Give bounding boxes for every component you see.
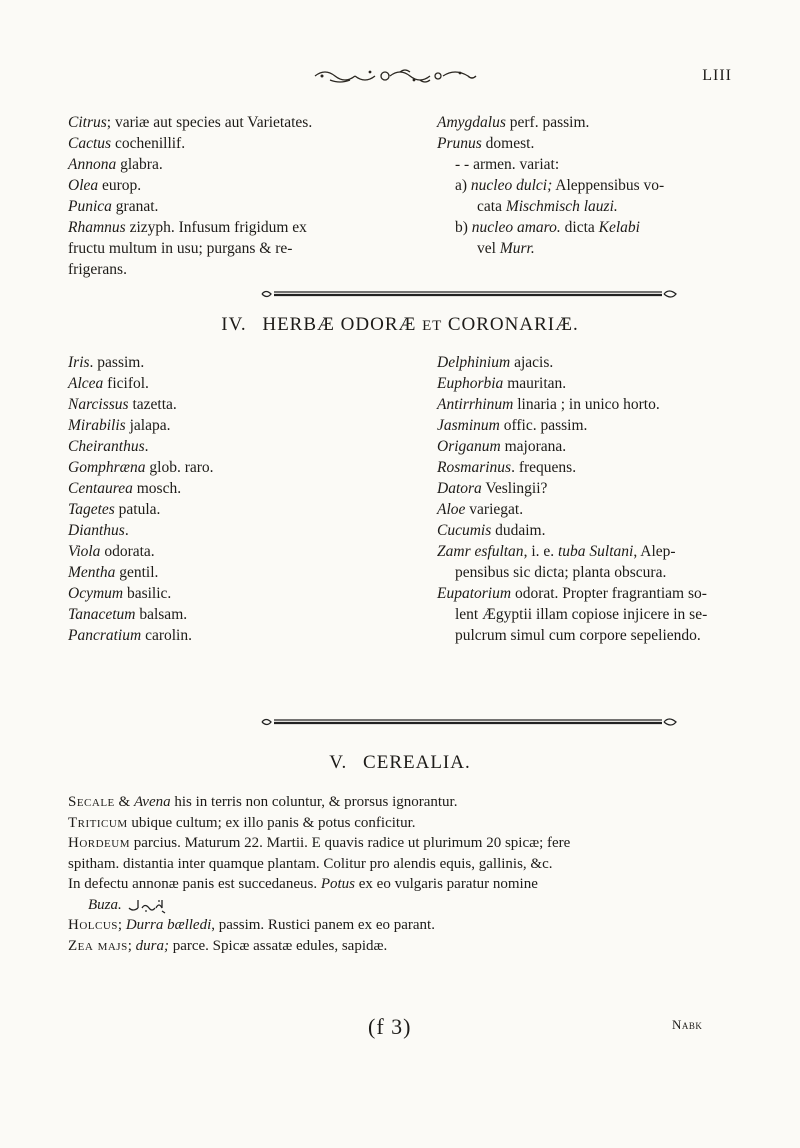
entry-punica: [68, 196, 408, 217]
entry-text: Aleppensibus vo-: [552, 177, 665, 194]
genus-name: Euphorbia: [437, 375, 504, 392]
entry-text: ajacis.: [510, 354, 554, 371]
section-divider: [260, 716, 680, 728]
entry-text: perf. passim.: [505, 114, 590, 131]
variant-name: nucleo amaro.: [471, 219, 561, 236]
cereal-entry-secale: [68, 792, 738, 813]
section-divider: [260, 288, 680, 300]
entry-text: domest.: [481, 135, 535, 152]
plant-entry: [437, 457, 757, 478]
entry-prunus: [437, 133, 747, 154]
herbae-right-column: [437, 352, 757, 646]
plant-entry: [437, 436, 757, 457]
plant-entry: [437, 352, 757, 373]
entry-continuation: [437, 238, 747, 259]
genus-name: Eupatorium: [437, 585, 512, 602]
entry-text: &: [114, 794, 134, 810]
page-number: LIII: [702, 67, 732, 84]
genus-name: Antirrhinum: [437, 396, 514, 413]
entry-text: .: [144, 438, 149, 455]
entry-continuation: [437, 604, 757, 625]
plant-entry: [68, 625, 368, 646]
plant-entry: [437, 394, 757, 415]
genus-name: Cactus: [68, 135, 112, 152]
entry-text: cata: [477, 198, 506, 215]
plant-entry: [68, 352, 368, 373]
cereal-entry-holcus: [68, 915, 738, 936]
genus-name: Rhamnus: [68, 219, 126, 236]
entry-text: b): [455, 219, 472, 236]
variant-name: nucleo dulci;: [470, 177, 553, 194]
entry-text: frigerans.: [68, 261, 127, 278]
genus-name: Alcea: [68, 375, 104, 392]
entry-text: spitham. distantia inter quamque plantam. Colitur pro alendis equis, gallinis, &c.: [68, 855, 553, 872]
genus-name: Origanum: [437, 438, 501, 455]
entry-text: ;: [117, 917, 126, 933]
entry-text: mosch.: [132, 480, 182, 497]
entry-text: jalapa.: [125, 417, 171, 434]
entry-text: majorana.: [500, 438, 567, 455]
section-title: CEREALIA.: [363, 752, 471, 773]
herbae-left-column: [68, 352, 368, 646]
plant-entry: [68, 394, 368, 415]
entry-continuation: [68, 259, 408, 280]
genus-name: Cheiranthus: [68, 438, 145, 455]
entry-annona: [68, 154, 408, 175]
vernacular-name: Mischmisch lauzi.: [505, 198, 618, 215]
entry-rhamnus: [68, 217, 408, 238]
entry-text: ficifol.: [103, 375, 149, 392]
entry-text: . passim.: [89, 354, 145, 371]
vernacular-name: Kelabi: [598, 219, 640, 236]
entry-text: his in terris non coluntur, & prorsus ignorantur.: [170, 794, 458, 810]
entry-continuation: [68, 854, 738, 875]
plant-entry: [437, 520, 757, 541]
plant-entry: [68, 373, 368, 394]
entry-text: basilic.: [123, 585, 172, 602]
genus-name: Jasminum: [437, 417, 500, 434]
section-number: V.: [329, 752, 348, 773]
genus-name: Cucumis: [437, 522, 492, 539]
genus-name: Mirabilis: [68, 417, 126, 434]
entry-text: a): [455, 177, 471, 194]
header-ornament: [310, 66, 480, 86]
vernacular-name: tuba Sultani: [558, 543, 634, 560]
entry-text: granat.: [111, 198, 159, 215]
entry-text: ex eo vulgaris paratur nomine: [355, 876, 538, 892]
plant-entry: [68, 436, 368, 457]
entry-text: Veslingii?: [481, 480, 548, 497]
buza-word: Buza.: [88, 896, 122, 913]
plant-entry: [437, 499, 757, 520]
section-heading-v: [0, 752, 800, 774]
entry-continuation: [437, 625, 757, 646]
genus-name: Zamr esfultan: [437, 543, 524, 560]
genus-name: Punica: [68, 198, 112, 215]
entry-text: glabra.: [116, 156, 163, 173]
entry-text: gentil.: [115, 564, 159, 581]
entry-continuation: [437, 196, 747, 217]
entry-text: europ.: [98, 177, 142, 194]
plant-entry: [437, 478, 757, 499]
section-title-conjunction: ET: [422, 318, 443, 334]
genus-name: Annona: [68, 156, 117, 173]
entry-continuation: [68, 874, 738, 895]
cereal-entry-triticum: [68, 813, 738, 834]
entry-text: fructu multum in usu; purgans & re-: [68, 240, 293, 257]
vernacular-name: Durra bælledi: [125, 917, 212, 933]
entry-text: balsam.: [135, 606, 188, 623]
entry-text: odorat. Propter fragrantiam so-: [511, 585, 707, 602]
catchword: Nabk: [672, 1017, 703, 1032]
cereal-name-italic: Avena: [133, 794, 171, 810]
genus-name: Centaurea: [68, 480, 133, 497]
genus-name: Ocymum: [68, 585, 124, 602]
entry-text: odorata.: [100, 543, 155, 560]
entry-text: , passim. Rustici panem ex eo parant.: [211, 917, 435, 933]
entry-text: cochenillif.: [111, 135, 186, 152]
plant-entry: [68, 499, 368, 520]
entry-text: lent Ægyptii illam copiose injicere in se-: [455, 606, 708, 623]
section-title: HERBÆ ODORÆ: [262, 314, 417, 335]
cereal-name: Secale: [68, 794, 115, 810]
entry-text: carolin.: [141, 627, 192, 644]
cereal-name: Zea majs: [68, 937, 128, 954]
entry-text: dicta: [560, 219, 599, 236]
entry-text: , i. e.: [523, 543, 558, 560]
entry-text: pulcrum simul cum corpore sepeliendo.: [455, 627, 701, 644]
entry-text: mauritan.: [503, 375, 567, 392]
entry-text: patula.: [114, 501, 161, 518]
genus-name: Narcissus: [68, 396, 129, 413]
buza-line: [68, 895, 738, 916]
top-left-column: [68, 112, 408, 280]
vernacular-name: Murr.: [499, 240, 535, 257]
entry-text: zizyph. Infusum frigidum ex: [125, 219, 307, 236]
plant-entry: [68, 415, 368, 436]
genus-name: Prunus: [437, 135, 482, 152]
top-right-column: [437, 112, 747, 259]
entry-text: . frequens.: [511, 459, 577, 476]
signature-mark: (f 3): [368, 1014, 412, 1039]
cereal-name: Holcus: [68, 917, 118, 933]
genus-name: Pancratium: [68, 627, 142, 644]
entry-text: In defectu annonæ panis est succedaneus.: [68, 876, 321, 892]
cereal-entry-hordeum: [68, 833, 738, 854]
arabic-script-icon: [126, 896, 170, 914]
plant-entry: [437, 583, 757, 604]
entry-text: ; variæ aut species aut Varietates.: [106, 114, 313, 131]
plant-entry: [68, 583, 368, 604]
entry-text: parcius. Maturum 22. Martii. E quavis radice ut plurimum 20 spicæ; fere: [130, 835, 571, 851]
genus-name: Rosmarinus: [437, 459, 512, 476]
genus-name: Datora: [437, 480, 482, 497]
entry-armen: [437, 154, 747, 175]
plant-entry: [437, 541, 757, 562]
genus-name: Olea: [68, 177, 99, 194]
entry-text: offic. passim.: [499, 417, 588, 434]
entry-amygdalus: [437, 112, 747, 133]
genus-name: Viola: [68, 543, 101, 560]
genus-name: Dianthus: [68, 522, 125, 539]
plant-entry: [68, 604, 368, 625]
entry-variant-a: [437, 175, 747, 196]
entry-olea: [68, 175, 408, 196]
genus-name: Iris: [68, 354, 90, 371]
genus-name: Tagetes: [68, 501, 115, 518]
entry-continuation: [437, 562, 757, 583]
potus-label: Potus: [320, 876, 356, 892]
cereal-name: Triticum: [68, 814, 128, 831]
genus-name: Aloe: [437, 501, 466, 518]
plant-entry: [437, 415, 757, 436]
entry-text: - - armen. variat:: [455, 156, 560, 173]
plant-entry: [68, 457, 368, 478]
entry-continuation: [68, 238, 408, 259]
entry-text: variegat.: [465, 501, 524, 518]
plant-entry: [68, 541, 368, 562]
entry-text: ;: [127, 937, 136, 954]
genus-name: Gomphræna: [68, 459, 146, 476]
entry-text: , Alep-: [633, 543, 676, 560]
genus-name: Citrus: [68, 114, 107, 131]
genus-name: Tanacetum: [68, 606, 136, 623]
section-title-end: CORONARIÆ.: [447, 314, 579, 335]
entry-text: ubique cultum; ex illo panis & potus conficitur.: [127, 814, 416, 831]
section-number: IV.: [221, 314, 247, 335]
entry-text: pensibus sic dicta; planta obscura.: [455, 564, 667, 581]
entry-text: dudaim.: [491, 522, 546, 539]
section-heading-iv: [0, 314, 800, 336]
plant-entry: [68, 520, 368, 541]
entry-text: linaria ; in unico horto.: [513, 396, 660, 413]
entry-variant-b: [437, 217, 747, 238]
entry-text: parce. Spicæ assatæ edules, sapidæ.: [168, 937, 388, 954]
genus-name: Mentha: [68, 564, 116, 581]
genus-name: Amygdalus: [437, 114, 506, 131]
cerealia-text: [68, 792, 738, 956]
plant-entry: [437, 373, 757, 394]
cereal-name: Hordeum: [68, 835, 131, 851]
genus-name: Delphinium: [437, 354, 511, 371]
vernacular-name: dura;: [135, 937, 169, 954]
entry-text: glob. raro.: [145, 459, 214, 476]
entry-text: tazetta.: [128, 396, 177, 413]
plant-entry: [68, 562, 368, 583]
entry-cactus: [68, 133, 408, 154]
entry-text: vel: [477, 240, 500, 257]
entry-text: .: [124, 522, 129, 539]
plant-entry: [68, 478, 368, 499]
entry-citrus: [68, 112, 408, 133]
cereal-entry-zea: [68, 936, 738, 957]
